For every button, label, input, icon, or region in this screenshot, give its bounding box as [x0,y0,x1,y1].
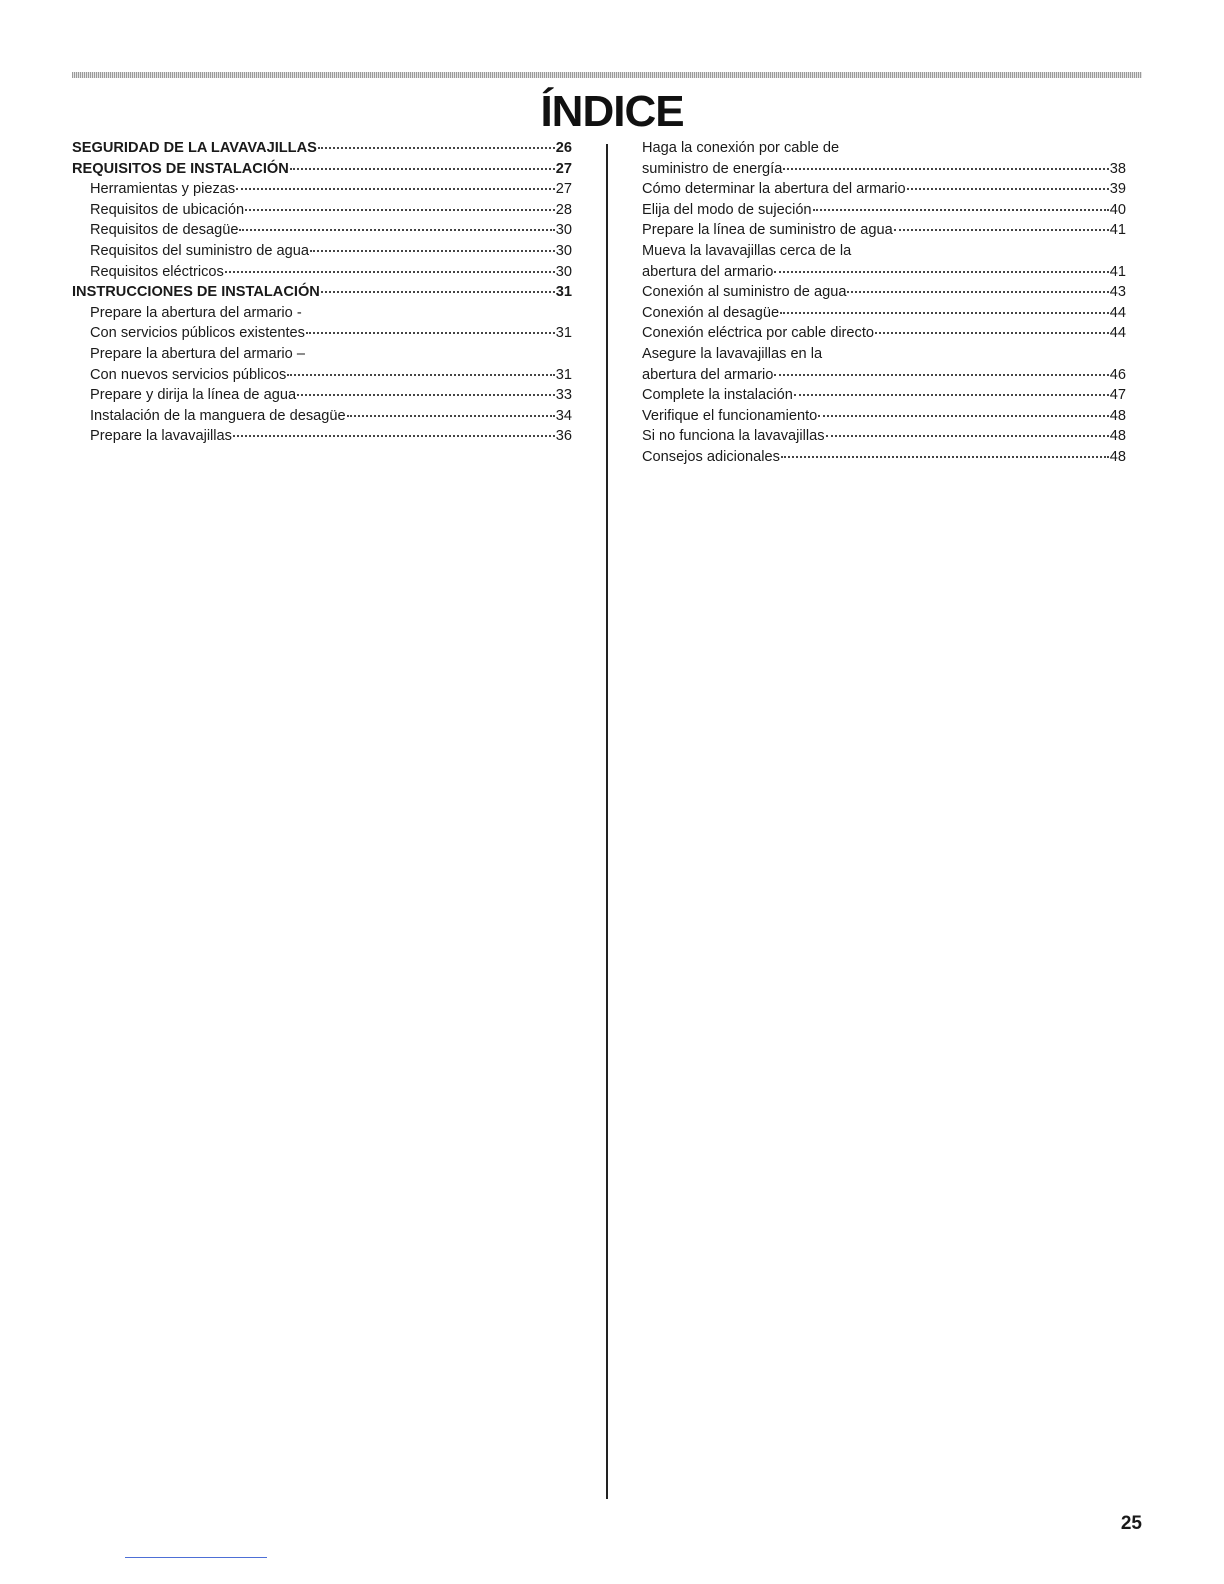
toc-entry-label: Complete la instalación [642,387,793,404]
toc-entry[interactable] [72,282,572,303]
toc-entry-label: Si no funciona la lavavajillas [642,428,825,445]
dot-leader [239,229,554,231]
toc-entry-page: 26 [555,140,572,156]
toc-entry-page: 36 [555,428,572,445]
dot-leader [297,394,555,396]
toc-entry-page: 31 [555,284,572,301]
column-divider [606,144,608,1499]
toc-entry[interactable] [642,323,1126,344]
dot-leader [347,415,555,417]
toc-entry-page: 31 [555,366,572,383]
toc-entry[interactable] [642,406,1126,427]
toc-entry-label: Conexión al desagüe [642,304,780,321]
toc-entry-label: Herramientas y piezas [90,181,236,198]
dot-leader [236,188,555,190]
toc-entry-label: Instalación de la manguera de desagüe [90,407,346,424]
toc-entry-page: 40 [1109,201,1126,218]
toc-entry-label: suministro de energía [642,160,783,177]
toc-entry-page: 34 [555,407,572,424]
toc-entry-label: Conexión al suministro de agua [642,284,847,301]
toc-entry-label: Requisitos eléctricos [90,263,224,280]
dot-leader [774,374,1108,376]
toc-entry-label: Verifique el funcionamiento [642,407,818,424]
toc-entry-page: 41 [1109,222,1126,239]
toc-entry-label: Requisitos del suministro de agua [90,242,310,259]
dot-leader [225,271,555,273]
dot-leader [780,312,1109,314]
toc-entry[interactable] [642,200,1126,221]
toc-entry-label-line1: Mueva la lavavajillas cerca de la [642,242,852,259]
toc-entry[interactable] [72,220,572,241]
toc-entry[interactable] [72,159,572,180]
toc-entry-page: 30 [555,242,572,259]
toc-entry-page: 44 [1109,304,1126,321]
toc-entry-label-line1: Haga la conexión por cable de [642,140,840,156]
toc-entry-page: 48 [1109,428,1126,445]
toc-entry-label: Prepare la lavavajillas [90,428,232,445]
dot-leader [245,209,555,211]
dot-leader [321,291,555,293]
dot-leader [847,291,1108,293]
dot-leader [781,456,1109,458]
toc-entry-label: Requisitos de ubicación [90,201,245,218]
toc-entry[interactable] [642,138,1126,179]
dot-leader [774,271,1108,273]
toc-entry-label: Con servicios públicos existentes [90,325,305,342]
dot-leader [813,209,1109,211]
toc-entry-label: abertura del armario [642,263,774,280]
toc-entry-label: REQUISITOS DE INSTALACIÓN [72,160,289,177]
dot-leader [290,168,555,170]
toc-entry-page: 33 [555,387,572,404]
toc-entry[interactable] [642,303,1126,324]
dot-leader [875,332,1109,334]
toc-entry[interactable] [642,447,1126,468]
toc-entry-label-line1: Asegure la lavavajillas en la [642,345,823,362]
toc-entry-page: 30 [555,263,572,280]
toc-entry-page: 28 [555,201,572,218]
toc-entry[interactable] [642,344,1126,385]
toc-entry-label: SEGURIDAD DE LA LAVAVAJILLAS [72,140,317,156]
toc-entry[interactable] [642,426,1126,447]
toc-entry-label-line1: Prepare la abertura del armario - [90,304,302,321]
toc-entry-label: abertura del armario [642,366,774,383]
toc-entry[interactable] [72,344,572,385]
toc-entry-page: 27 [555,160,572,177]
toc-entry-page: 30 [555,222,572,239]
dot-leader [287,374,554,376]
dot-leader [826,435,1109,437]
dot-leader [310,250,555,252]
toc-entry-label: Consejos adicionales [642,448,780,465]
toc-entry[interactable] [72,200,572,221]
toc-entry[interactable] [72,138,572,159]
toc-entry-label: Con nuevos servicios públicos [90,366,287,383]
toc-entry[interactable] [642,385,1126,406]
toc-entry[interactable] [72,406,572,427]
dot-leader [818,415,1109,417]
dot-leader [306,332,555,334]
toc-entry[interactable] [642,282,1126,303]
toc-entry[interactable] [642,220,1126,241]
toc-entry-label: Elija del modo de sujeción [642,201,812,218]
toc-entry-page: 41 [1109,263,1126,280]
toc-entry[interactable] [72,303,572,344]
toc-entry[interactable] [72,262,572,283]
toc-entry-label: Requisitos de desagüe [90,222,239,239]
toc-entry-page: 44 [1109,325,1126,342]
toc-right-column [642,138,1126,468]
dot-leader [318,147,555,149]
toc-entry-label-line1: Prepare la abertura del armario – [90,345,305,362]
toc-entry[interactable] [72,241,572,262]
toc-entry[interactable] [642,179,1126,200]
toc-entry-page: 39 [1109,181,1126,198]
toc-entry-page: 47 [1109,387,1126,404]
toc-entry-page: 27 [555,181,572,198]
toc-entry-label: Prepare la línea de suministro de agua [642,222,893,239]
footer-rule [125,1557,267,1558]
toc-entry-label: Cómo determinar la abertura del armario [642,181,906,198]
toc-entry-page: 48 [1109,448,1126,465]
toc-entry[interactable] [72,426,572,447]
dot-leader [907,188,1109,190]
toc-entry-page: 31 [555,325,572,342]
top-decorative-rule [72,72,1142,78]
page-number: 25 [1120,1513,1142,1534]
dot-leader [794,394,1109,396]
toc-entry-label: Conexión eléctrica por cable directo [642,325,875,342]
toc-entry-page: 38 [1109,160,1126,177]
toc-entry-page: 43 [1109,284,1126,301]
toc-entry-page: 46 [1109,366,1126,383]
dot-leader [233,435,555,437]
toc-entry[interactable] [72,385,572,406]
toc-left-column [72,138,572,447]
toc-entry[interactable] [72,179,572,200]
page-title: ÍNDICE [540,87,684,136]
toc-entry-label: Prepare y dirija la línea de agua [90,387,297,404]
dot-leader [894,229,1109,231]
dot-leader [783,168,1108,170]
toc-entry-label: INSTRUCCIONES DE INSTALACIÓN [72,284,320,301]
toc-entry[interactable] [642,241,1126,282]
toc-entry-page: 48 [1109,407,1126,424]
